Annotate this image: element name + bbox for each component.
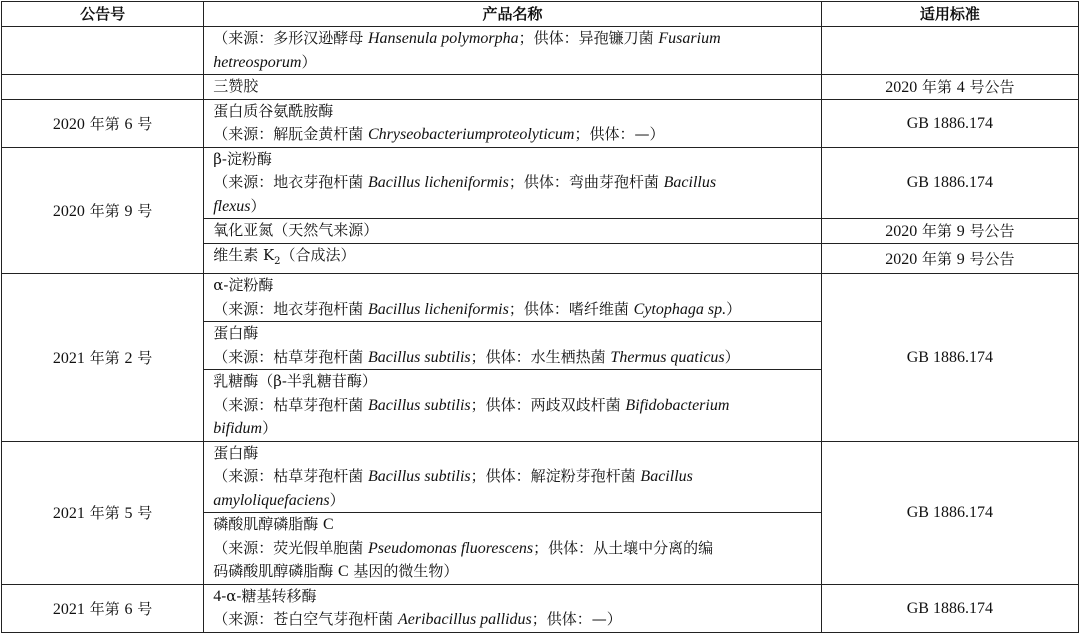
- header-product: 产品名称: [204, 2, 822, 27]
- table-row: [2, 147, 1079, 219]
- product-cell: 4-α-糖基转移酶 （来源：苍白空气芽孢杆菌 Aeribacillus pallidus；供体：—）: [204, 584, 822, 632]
- standard-cell: [821, 27, 1078, 75]
- table-row: [2, 274, 1079, 322]
- announcement-cell: 2021 年第 6 号: [2, 584, 204, 632]
- product-cell: （来源：多形汉逊酵母 Hansenula polymorpha；供体：异孢镰刀菌 Fusarium hetreosporum）: [204, 27, 822, 75]
- standard-cell: 2020 年第 9 号公告: [821, 243, 1078, 274]
- product-cell: 三赞胶: [204, 75, 822, 100]
- standard-cell: 2020 年第 4 号公告: [821, 75, 1078, 100]
- product-cell: α-淀粉酶 （来源：地衣芽孢杆菌 Bacillus licheniformis；供体：嗜纤维菌 Cytophaga sp.）: [204, 274, 822, 322]
- header-row: [2, 2, 1079, 27]
- product-cell: 维生素 $K_2$（合成法）: [204, 243, 822, 274]
- standard-cell: GB 1886.174: [821, 441, 1078, 584]
- table-row: [2, 75, 1079, 100]
- announcement-cell: [2, 27, 204, 75]
- table-row: [2, 27, 1079, 75]
- announcement-cell: 2021 年第 5 号: [2, 441, 204, 584]
- product-cell: 氧化亚氮（天然气来源）: [204, 219, 822, 244]
- standard-cell: 2020 年第 9 号公告: [821, 219, 1078, 244]
- standard-cell: GB 1886.174: [821, 274, 1078, 442]
- announcement-cell: 2020 年第 9 号: [2, 147, 204, 274]
- announcement-cell: 2021 年第 2 号: [2, 274, 204, 442]
- product-cell: 蛋白酶 （来源：枯草芽孢杆菌 Bacillus subtilis；供体：水生栖热菌 Thermus quaticus）: [204, 322, 822, 370]
- product-cell: β-淀粉酶 （来源：地衣芽孢杆菌 Bacillus licheniformis；供体：弯曲芽孢杆菌 Bacillus flexus）: [204, 147, 822, 219]
- table-row: [2, 99, 1079, 147]
- product-cell: 蛋白质谷氨酰胺酶 （来源：解朊金黄杆菌 Chryseobacteriumproteolyticum；供体：—）: [204, 99, 822, 147]
- table-row: [2, 441, 1079, 513]
- announcement-cell: [2, 75, 204, 100]
- header-announcement: 公告号: [2, 2, 204, 27]
- standard-cell: GB 1886.174: [821, 147, 1078, 219]
- announcement-cell: 2020 年第 6 号: [2, 99, 204, 147]
- table-row: [2, 584, 1079, 632]
- header-standard: 适用标准: [821, 2, 1078, 27]
- product-cell: 乳糖酶（β-半乳糖苷酶） （来源：枯草芽孢杆菌 Bacillus subtilis；供体：两歧双歧杆菌 Bifidobacterium bifidum）: [204, 370, 822, 442]
- product-cell: 蛋白酶 （来源：枯草芽孢杆菌 Bacillus subtilis；供体：解淀粉芽孢杆菌 Bacillus amyloliquefaciens）: [204, 441, 822, 513]
- product-table: [1, 1, 1079, 633]
- standard-cell: GB 1886.174: [821, 584, 1078, 632]
- product-cell: 磷酸肌醇磷脂酶 C （来源：荧光假单胞菌 Pseudomonas fluorescens；供体：从土壤中分离的编 码磷酸肌醇磷脂酶 C 基因的微生物）: [204, 513, 822, 585]
- standard-cell: GB 1886.174: [821, 99, 1078, 147]
